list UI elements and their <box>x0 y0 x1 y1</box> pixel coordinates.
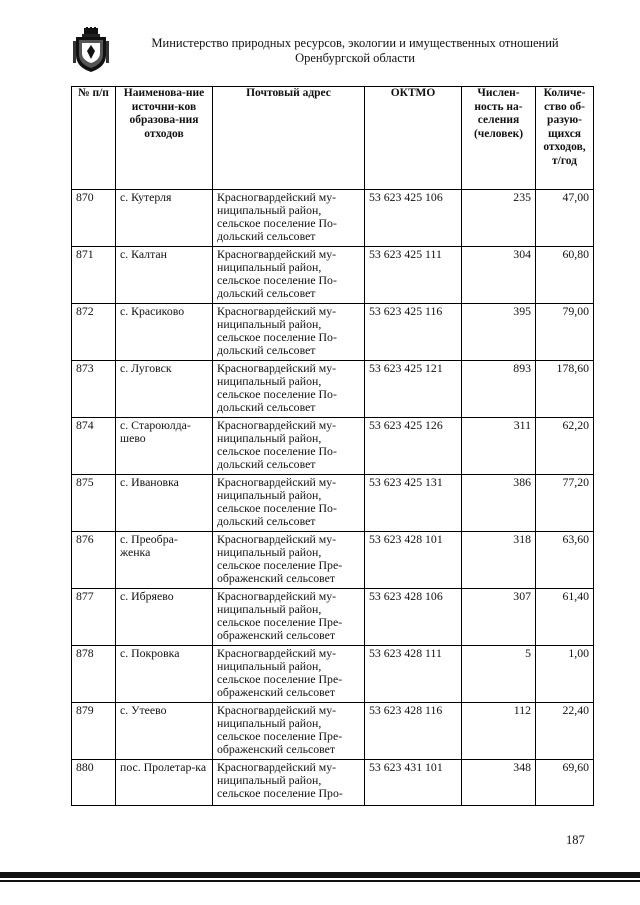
table-header-row <box>72 87 594 190</box>
table-row <box>72 418 594 475</box>
column-header-number: № п/п <box>72 87 116 190</box>
postal-address: Красногвардейский му-ниципальный район, сельское поселение По-дольский сельсовет <box>213 361 365 418</box>
waste-sources-table <box>71 86 594 806</box>
source-name: с. Кутерля <box>116 190 213 247</box>
waste-amount: 79,00 <box>536 304 594 361</box>
source-name: с. Преобра-женка <box>116 532 213 589</box>
row-number: 878 <box>72 646 116 703</box>
page-number: 187 <box>566 833 585 847</box>
column-header-oktmo: ОКТМО <box>365 87 462 190</box>
row-number: 875 <box>72 475 116 532</box>
row-number: 871 <box>72 247 116 304</box>
postal-address: Красногвардейский му-ниципальный район, сельское поселение По-дольский сельсовет <box>213 247 365 304</box>
oktmo-code: 53 623 425 106 <box>365 190 462 247</box>
waste-amount: 63,60 <box>536 532 594 589</box>
column-header-address: Почтовый адрес <box>213 87 365 190</box>
table-row <box>72 646 594 703</box>
postal-address: Красногвардейский му-ниципальный район, сельское поселение По-дольский сельсовет <box>213 418 365 475</box>
waste-amount: 22,40 <box>536 703 594 760</box>
oktmo-code: 53 623 425 131 <box>365 475 462 532</box>
row-number: 870 <box>72 190 116 247</box>
population: 318 <box>462 532 536 589</box>
table-row <box>72 532 594 589</box>
waste-amount: 77,20 <box>536 475 594 532</box>
row-number: 880 <box>72 760 116 806</box>
population: 307 <box>462 589 536 646</box>
postal-address: Красногвардейский му-ниципальный район, сельское поселение Пре-ображенский сельсовет <box>213 589 365 646</box>
oktmo-code: 53 623 425 121 <box>365 361 462 418</box>
source-name: с. Утеево <box>116 703 213 760</box>
row-number: 876 <box>72 532 116 589</box>
table-row <box>72 589 594 646</box>
waste-amount: 1,00 <box>536 646 594 703</box>
table-row <box>72 190 594 247</box>
row-number: 877 <box>72 589 116 646</box>
row-number: 872 <box>72 304 116 361</box>
ministry-header <box>120 36 590 66</box>
source-name: с. Староюлда-шево <box>116 418 213 475</box>
row-number: 879 <box>72 703 116 760</box>
source-name: с. Ибряево <box>116 589 213 646</box>
postal-address: Красногвардейский му-ниципальный район, сельское поселение По-дольский сельсовет <box>213 304 365 361</box>
postal-address: Красногвардейский му-ниципальный район, сельское поселение Пре-ображенский сельсовет <box>213 532 365 589</box>
population: 395 <box>462 304 536 361</box>
postal-address: Красногвардейский му-ниципальный район, сельское поселение Пре-ображенский сельсовет <box>213 703 365 760</box>
population: 311 <box>462 418 536 475</box>
source-name: с. Луговск <box>116 361 213 418</box>
column-header-source-name: Наименова-ние источни-ков образова-ния отходов <box>116 87 213 190</box>
source-name: с. Красиково <box>116 304 213 361</box>
table-row <box>72 760 594 806</box>
table-row <box>72 361 594 418</box>
oktmo-code: 53 623 428 111 <box>365 646 462 703</box>
footer-rule-thick <box>0 872 640 878</box>
oktmo-code: 53 623 431 101 <box>365 760 462 806</box>
waste-amount: 69,60 <box>536 760 594 806</box>
row-number: 873 <box>72 361 116 418</box>
waste-amount: 61,40 <box>536 589 594 646</box>
oktmo-code: 53 623 428 101 <box>365 532 462 589</box>
ministry-header-line2: Оренбургской области <box>295 51 415 65</box>
column-header-waste-amount: Количе-ство об-разую-щихся отходов, т/год <box>536 87 594 190</box>
table-row <box>72 703 594 760</box>
source-name: пос. Пролетар-ка <box>116 760 213 806</box>
table-row <box>72 475 594 532</box>
population: 5 <box>462 646 536 703</box>
oktmo-code: 53 623 425 116 <box>365 304 462 361</box>
population: 112 <box>462 703 536 760</box>
waste-amount: 47,00 <box>536 190 594 247</box>
waste-amount: 178,60 <box>536 361 594 418</box>
postal-address: Красногвардейский му-ниципальный район, сельское поселение По-дольский сельсовет <box>213 190 365 247</box>
oktmo-code: 53 623 425 111 <box>365 247 462 304</box>
waste-amount: 62,20 <box>536 418 594 475</box>
source-name: с. Покровка <box>116 646 213 703</box>
oktmo-code: 53 623 428 116 <box>365 703 462 760</box>
population: 304 <box>462 247 536 304</box>
oktmo-code: 53 623 425 126 <box>365 418 462 475</box>
population: 235 <box>462 190 536 247</box>
table-row <box>72 304 594 361</box>
footer-rule-thin <box>0 880 640 882</box>
table-row <box>72 247 594 304</box>
population: 348 <box>462 760 536 806</box>
postal-address: Красногвардейский му-ниципальный район, сельское поселение Про- <box>213 760 365 806</box>
population: 386 <box>462 475 536 532</box>
postal-address: Красногвардейский му-ниципальный район, сельское поселение Пре-ображенский сельсовет <box>213 646 365 703</box>
column-header-population: Числен-ность на-селения (человек) <box>462 87 536 190</box>
source-name: с. Ивановка <box>116 475 213 532</box>
postal-address: Красногвардейский му-ниципальный район, сельское поселение По-дольский сельсовет <box>213 475 365 532</box>
ministry-header-line1: Министерство природных ресурсов, экологии и имущественных отношений <box>151 36 559 50</box>
source-name: с. Калтан <box>116 247 213 304</box>
population: 893 <box>462 361 536 418</box>
row-number: 874 <box>72 418 116 475</box>
coat-of-arms-icon <box>73 27 109 73</box>
waste-amount: 60,80 <box>536 247 594 304</box>
oktmo-code: 53 623 428 106 <box>365 589 462 646</box>
